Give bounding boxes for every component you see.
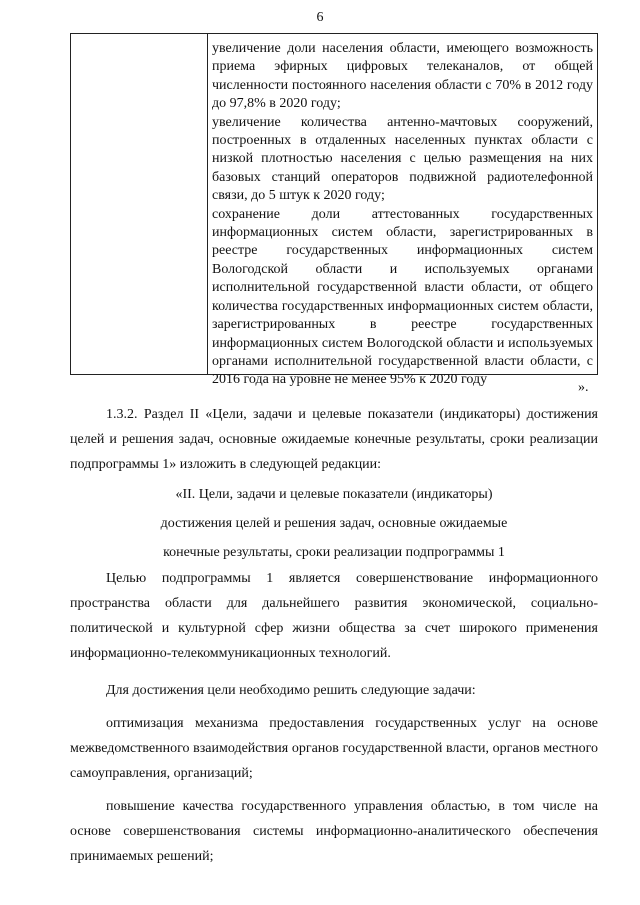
section-heading-line: «II. Цели, задачи и целевые показатели (индикаторы) [175,487,493,502]
paragraph-1-3-2: 1.3.2. Раздел II «Цели, задачи и целевые показатели (индикаторы) достижения целей и решения задач, основные ожидаемые конечные результаты, сроки реализации подпрограммы 1» изложить в следующей редакции: [70,407,598,472]
goal-paragraph: Целью подпрограммы 1 является совершенствование информационного пространства области для дальнейшего развития экономической, социально-политической и культурной сфер жизни общества за счет широкого применения информационно-телекоммуникационных технологий. [70,571,598,661]
table-column-divider [207,34,208,374]
closing-quote: ». [578,380,589,395]
amendment-paragraph [70,402,598,477]
tasks-intro-paragraph: Для достижения цели необходимо решить следующие задачи: [106,683,476,698]
table-item: увеличение количества антенно-мачтовых сооружений, построенных в отдаленных населенных пунктах области с низкой плотностью населения с целью размещения на них базовых станций операторов подвижной радиотелефонной связи, до 5 штук к 2020 году; [212,114,593,204]
task-paragraph: повышение качества государственного управления областью, в том числе на основе совершенствования системы информационно-аналитического обеспечения принимаемых решений; [70,799,598,864]
task-paragraph: оптимизация механизма предоставления государственных услуг на основе межведомственного взаимодействия органов государственной власти, органов местного самоуправления, организаций; [70,716,598,781]
section-heading-line: конечные результаты, сроки реализации подпрограммы 1 [163,545,505,560]
body-paragraphs [70,566,598,869]
page-number: 6 [316,10,324,25]
indicators-table [70,33,598,388]
table-item: сохранение доли аттестованных государственных информационных систем области, зарегистрированных в реестре государственных информационных систем Вологодской области и используемых органами исполнительной государственной власти области, от общего количества государственных информационных систем области, зарегистрированных в реестре государственных информационных систем Вологодской области и используемых органами исполнительной государственной власти области, с 2016 года на уровне не менее 95% к 2020 году [212,206,593,388]
table-right-cell [212,40,593,390]
table-item: увеличение доли населения области, имеющего возможность приема эфирных цифровых телеканалов, от общей численности постоянного населения области с 70% в 2012 году до 97,8% в 2020 году; [212,41,593,112]
section-heading [70,482,598,565]
section-heading-line: достижения целей и решения задач, основные ожидаемые [160,516,508,531]
